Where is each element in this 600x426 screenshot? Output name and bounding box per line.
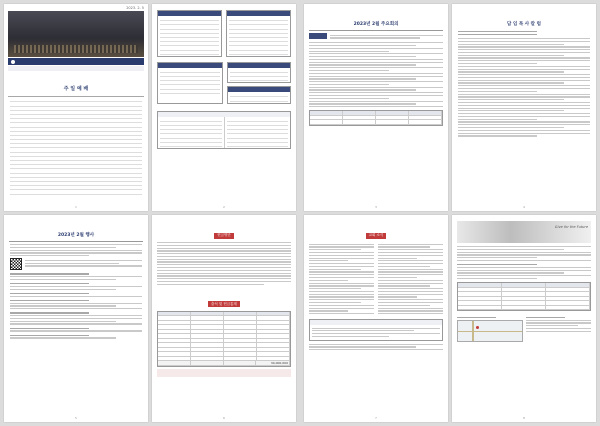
schedule-table [157, 111, 291, 149]
page-back-cover [452, 215, 596, 422]
worship-order-title: 주 일 예 배 [63, 86, 89, 92]
map-pin-icon [476, 326, 479, 329]
page-offerings [152, 215, 296, 422]
events-title: 2023년 2월 행사 [57, 233, 95, 238]
banner-image [457, 221, 591, 243]
news-title: 교회 소식 [366, 233, 387, 239]
attendance-title: 출석 및 헌금통계 [208, 301, 240, 307]
roster-box [227, 86, 291, 103]
roster-box [157, 10, 222, 57]
attendance-table [157, 311, 291, 367]
roster-box [157, 62, 223, 104]
page-number: 3 [375, 205, 377, 209]
worship-order-list [10, 98, 142, 194]
banner-text: Give for the Future [554, 225, 588, 229]
page-serving-roster [152, 4, 296, 211]
cover-photo [8, 11, 144, 57]
page-number: 4 [523, 205, 525, 209]
page-cover [4, 4, 148, 211]
page-number: 7 [375, 416, 377, 420]
meetings-table [309, 110, 443, 126]
cover-date: 2023. 2. 5 [126, 6, 144, 10]
page-church-news [304, 215, 448, 422]
offerings-title: 헌금명단 [214, 233, 234, 239]
page-number: 1 [75, 205, 77, 209]
roster-box [227, 62, 291, 84]
roster-box [226, 10, 291, 57]
church-logo-icon [11, 60, 15, 64]
page-events [4, 215, 148, 422]
qr-code[interactable] [10, 258, 22, 270]
page-number: 5 [75, 416, 77, 420]
column-title: 담 임 목 사 칼 럼 [507, 22, 541, 27]
church-name-bar [8, 58, 144, 65]
staff-table [457, 282, 591, 311]
meetings-title: 2023년 2월 주요회의 [353, 22, 399, 27]
page-pastor-column [452, 4, 596, 211]
location-map[interactable] [457, 320, 523, 342]
page-meetings [304, 4, 448, 211]
news-footer-box [309, 319, 443, 341]
page-number: 6 [223, 416, 225, 420]
page-number: 8 [523, 416, 525, 420]
page-number: 2 [223, 205, 225, 209]
offering-total: 34,000,000 [256, 361, 290, 365]
